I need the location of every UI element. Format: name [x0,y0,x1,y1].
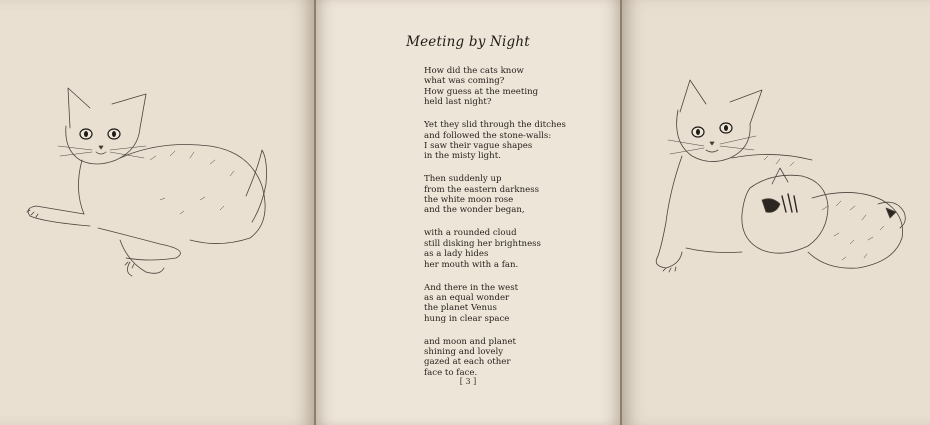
poem-title: Meeting by Night [406,34,530,50]
poem-line: How did the cats know [424,66,524,76]
stanza [424,174,614,216]
poem-line: and moon and planet [424,336,516,347]
poem-line: as an equal wonder [424,292,510,303]
poem-line: the planet Venus [424,303,497,314]
stanza [424,66,614,108]
poem-line: hung in clear space [424,313,510,324]
two-cats-sketch-icon [622,0,930,425]
poem-line: face to face. [424,367,478,378]
poem-line: gazed at each other [424,357,511,368]
poem-line: held last night? [424,97,492,108]
stanza [424,228,614,270]
poem-line: still disking her brightness [424,238,541,249]
poem-line: in the misty light. [424,151,501,162]
poem-line: shining and lovely [424,347,504,358]
right-page [622,0,930,425]
poem-line: what was coming? [424,76,505,87]
stanza [424,120,614,162]
poem-line: And there in the west [424,282,519,293]
poem-line: I saw their vague shapes [424,140,533,151]
left-page [0,0,314,425]
page-number: [ 3 ] [459,377,477,386]
center-page [316,0,620,425]
poem-line: with a rounded cloud [424,228,517,239]
poem-line: her mouth with a fan. [424,259,519,270]
stanza [424,337,614,379]
poem-line: from the eastern darkness [424,184,540,195]
poem-body [424,66,614,391]
stanza [424,283,614,325]
poem-line: Then suddenly up [424,174,502,185]
poem-line: Yet they slid through the ditches [424,120,566,131]
poem-line: as a lady hides [424,249,489,260]
kitten-sketch-icon [0,0,314,425]
poem-line: and followed the stone-walls: [424,130,552,141]
poem-line: and the wonder began, [424,205,525,216]
poem-line: the white moon rose [424,195,514,206]
poem-line: How guess at the meeting [424,86,539,97]
